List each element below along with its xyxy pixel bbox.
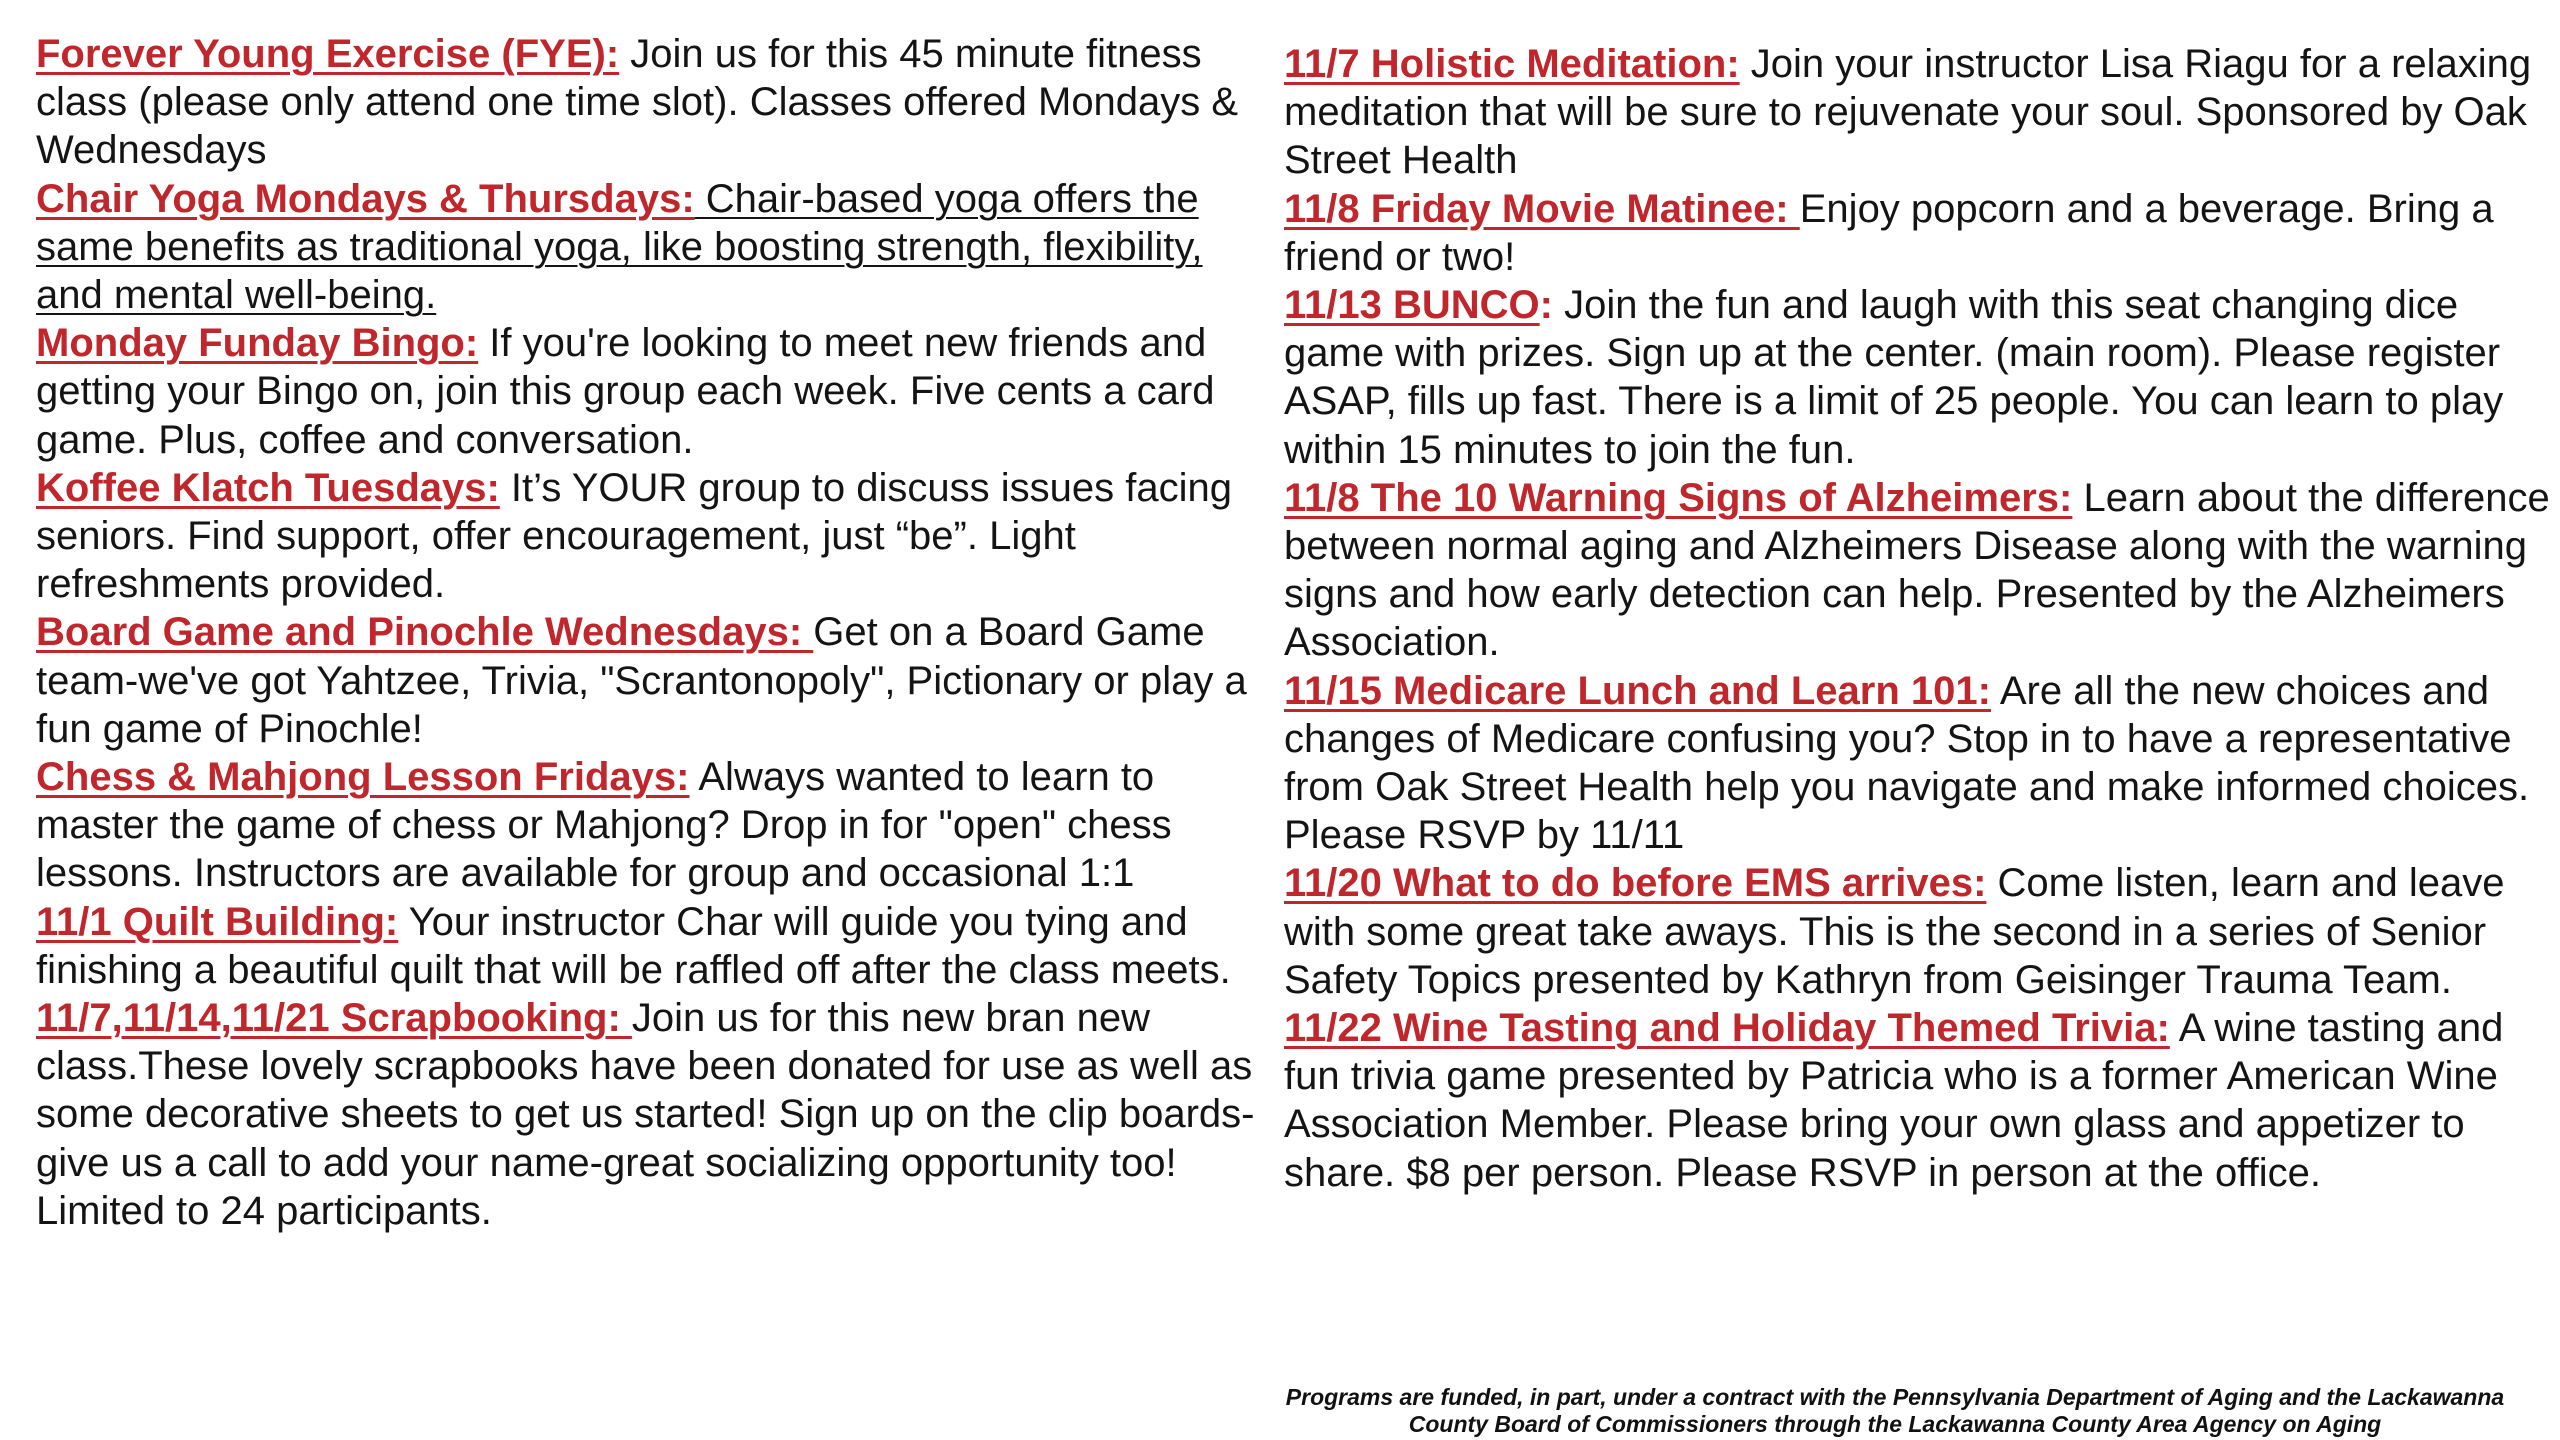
event-alzheimers-warning-signs	[1284, 474, 2560, 667]
event-title: 11/20 What to do before EMS arrives:	[1284, 861, 1987, 906]
program-monday-funday-bingo	[36, 319, 1276, 464]
program-title: Chair Yoga Mondays & Thursdays:	[36, 176, 695, 221]
event-title: 11/22 Wine Tasting and Holiday Themed Trivia:	[1284, 1006, 2170, 1051]
event-medicare-lunch-learn	[1284, 667, 2560, 860]
event-title: 11/7 Holistic Meditation:	[1284, 42, 1740, 86]
event-description: Come listen, learn and leave with some great take aways. This is the second in a series of Senior Safety Topics presented by Kathryn from Geisinger Trauma Team.	[1284, 861, 2505, 1002]
program-title: Board Game and Pinochle Wednesdays:	[36, 610, 814, 655]
program-title: 11/7,11/14,11/21 Scrapbooking:	[36, 996, 632, 1041]
program-chair-yoga	[36, 175, 1276, 320]
funding-footnote	[1230, 1384, 2560, 1438]
left-program-column	[36, 30, 1276, 1235]
event-wine-tasting-trivia	[1284, 1004, 2560, 1197]
event-description: Learn about the difference between normal aging and Alzheimers Disease along with the warning signs and how early detection can help. Presented by the Alzheimers Association.	[1284, 475, 2550, 665]
program-description: Get on a Board Game team-we've got Yahtzee, Trivia, "Scrantonopoly", Pictionary or play a fun game of Pinochle!	[36, 610, 1247, 751]
program-title: 11/1 Quilt Building:	[36, 899, 399, 944]
event-bunco	[1284, 281, 2560, 474]
program-description: Your instructor Char will guide you tying and finishing a beautiful quilt that will be raffled off after the class meets.	[36, 899, 1231, 992]
event-title: 11/13 BUNCO	[1284, 283, 1540, 328]
program-description: Chair-based yoga offers the same benefits as traditional yoga, like boosting strength, flexibility, and mental well-being.	[36, 176, 1203, 318]
event-description: A wine tasting and fun trivia game presented by Patricia who is a former American Wine Association Member. Please bring your own glass and appetizer to share. $8 per person. Please RSVP in person at the office.	[1284, 1006, 2504, 1195]
program-koffee-klatch	[36, 464, 1276, 609]
program-forever-young-exercise	[36, 30, 1276, 175]
funding-footnote-line-1: Programs are funded, in part, under a contract with the Pennsylvania Department of Aging and the Lackawanna	[1285, 1384, 2505, 1410]
event-holistic-meditation	[1284, 40, 2560, 185]
program-description: Join us for this new bran new class.These lovely scrapbooks have been donated for use as well as some decorative sheets to get us started! Sign up on the clip boards-give us a call to add your name-great socializing opportunity too! Limited to 24 participants.	[36, 996, 1255, 1233]
program-description: Always wanted to learn to master the game of chess or Mahjong? Drop in for "open" chess lessons. Instructors are available for group and occasional 1:1	[36, 755, 1172, 896]
program-title: Chess & Mahjong Lesson Fridays:	[36, 755, 690, 800]
program-title: Monday Funday Bingo:	[36, 321, 479, 366]
event-before-ems-arrives	[1284, 859, 2560, 1004]
program-board-game-pinochle	[36, 608, 1276, 753]
funding-footnote-line-2: County Board of Commissioners through the Lackawanna County Area Agency on Aging	[1408, 1411, 2382, 1437]
program-description: It’s YOUR group to discuss issues facing seniors. Find support, offer encouragement, just “be”. Light refreshments provided.	[36, 465, 1232, 607]
right-program-column	[1284, 40, 2560, 1197]
program-quilt-building	[36, 898, 1276, 994]
program-chess-mahjong	[36, 753, 1276, 898]
program-title: Forever Young Exercise (FYE):	[36, 32, 620, 76]
event-description: Are all the new choices and changes of Medicare confusing you? Stop in to have a representative from Oak Street Health help you navigate and make informed choices. Please RSVP by 11/11	[1284, 668, 2530, 858]
program-description: If you're looking to meet new friends and getting your Bingo on, join this group each week. Five cents a card game. Plus, coffee and conversation.	[36, 321, 1215, 462]
event-movie-matinee	[1284, 185, 2560, 281]
event-title: 11/15 Medicare Lunch and Learn 101:	[1284, 668, 1991, 713]
event-title-separator: :	[1539, 283, 1553, 328]
event-description: Enjoy popcorn and a beverage. Bring a friend or two!	[1284, 186, 2494, 279]
program-scrapbooking	[36, 994, 1276, 1235]
event-description: Join your instructor Lisa Riagu for a relaxing meditation that will be sure to rejuvenate your soul. Sponsored by Oak Street Health	[1284, 42, 2532, 183]
event-description: Join the fun and laugh with this seat changing dice game with prizes. Sign up at the center. (main room). Please register ASAP, fills up fast. There is a limit of 25 people. You can learn to play within 15 minutes to join the fun.	[1284, 283, 2504, 472]
event-title: 11/8 The 10 Warning Signs of Alzheimers:	[1284, 475, 2073, 520]
program-description: Join us for this 45 minute fitness class (please only attend one time slot). Classes offered Mondays & Wednesdays	[36, 32, 1239, 173]
event-title: 11/8 Friday Movie Matinee:	[1284, 186, 1800, 231]
program-title: Koffee Klatch Tuesdays:	[36, 465, 500, 510]
